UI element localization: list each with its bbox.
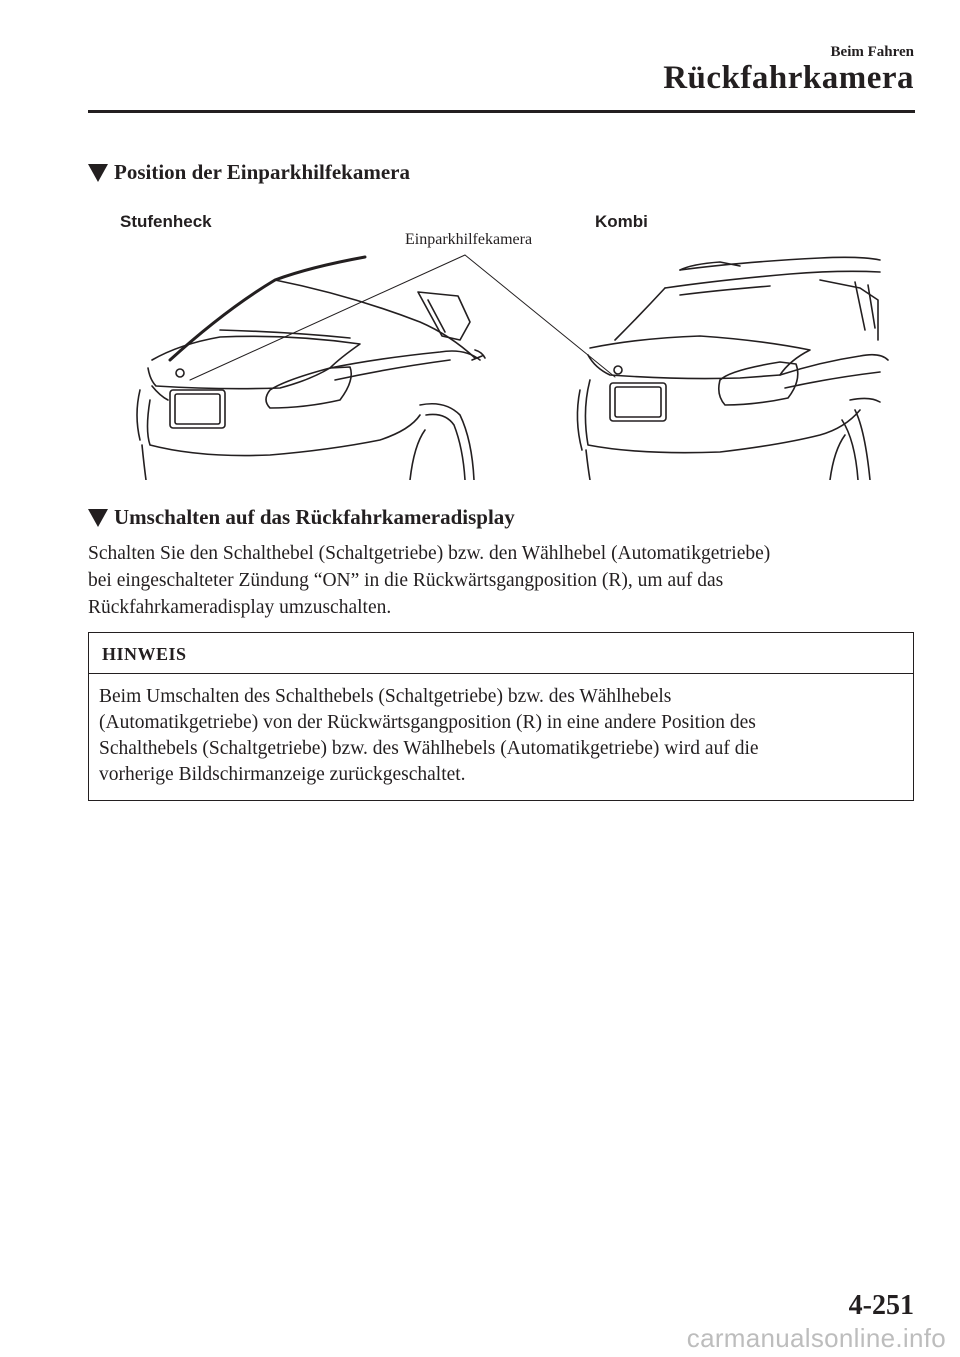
triangle-bullet-icon [88, 164, 108, 182]
chapter-label: Beim Fahren [830, 44, 914, 60]
note-line: Beim Umschalten des Schalthebels (Schaltgetriebe) bzw. des Wählhebels [99, 686, 672, 707]
section-heading-switch-display [88, 505, 515, 530]
rear-camera-position-figure [120, 240, 890, 480]
note-text [89, 674, 913, 788]
figure-callout-camera: Einparkhilfekamera [405, 231, 533, 248]
paragraph-line: bei eingeschalteter Zündung “ON” in die Rückwärtsgangposition (R), um auf das [88, 570, 724, 591]
triangle-bullet-icon [88, 509, 108, 527]
watermark: carmanualsonline.info [686, 1323, 946, 1353]
section-heading-camera-position [88, 160, 410, 185]
page-title: Rückfahrkamera [663, 60, 914, 96]
section-heading-text: Position der Einparkhilfekamera [114, 160, 410, 184]
sedan-rear-drawing [137, 257, 485, 480]
instruction-paragraph [88, 540, 918, 621]
section-heading-text: Umschalten auf das Rückfahrkameradisplay [114, 505, 515, 529]
note-line: Schalthebels (Schaltgetriebe) bzw. des Wählhebels (Automatikgetriebe) wird auf die [99, 738, 759, 759]
note-line: vorherige Bildschirmanzeige zurückgeschaltet. [99, 764, 466, 785]
note-line: (Automatikgetriebe) von der Rückwärtsgangposition (R) in eine andere Position des [99, 712, 756, 733]
figure-label-sedan: Stufenheck [120, 212, 212, 231]
paragraph-line: Schalten Sie den Schalthebel (Schaltgetriebe) bzw. den Wählhebel (Automatikgetriebe) [88, 543, 771, 564]
paragraph-line: Rückfahrkameradisplay umzuschalten. [88, 597, 392, 618]
callout-line-wagon [465, 255, 615, 377]
page-number: 4-251 [848, 1290, 914, 1321]
wagon-rear-drawing [577, 257, 888, 480]
callout-line-sedan [190, 255, 465, 380]
figure-label-wagon: Kombi [595, 212, 648, 231]
header-divider [88, 110, 915, 113]
note-box [88, 632, 914, 801]
note-title: HINWEIS [89, 633, 913, 674]
